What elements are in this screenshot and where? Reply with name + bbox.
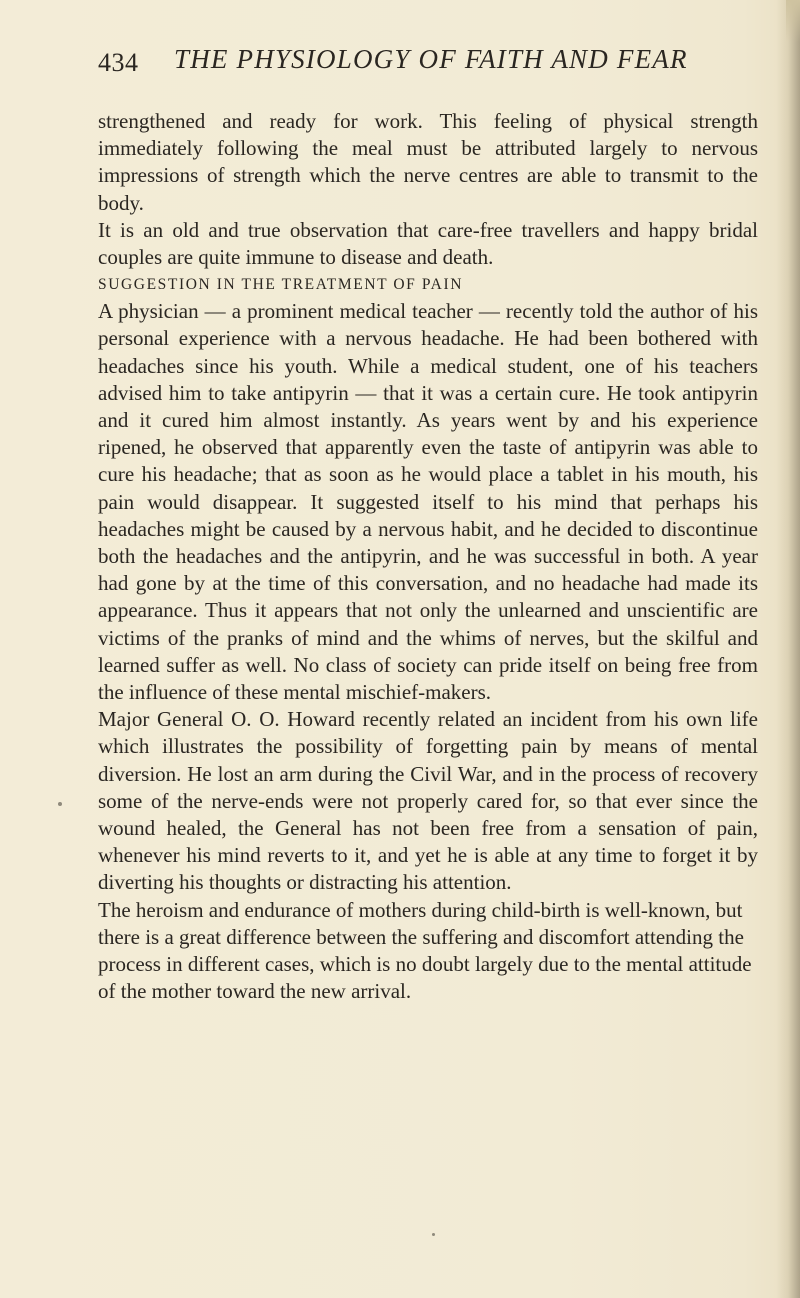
paper-speck xyxy=(432,1233,435,1236)
running-title: THE PHYSIOLOGY OF FAITH AND FEAR xyxy=(174,44,688,74)
paragraph: strengthened and ready for work. This feeling of physical strength immediately following the meal must be attributed largely to nervous impressions of strength which the nerve centres are able to transmit to the body. xyxy=(98,109,758,215)
paragraph: Major General O. O. Howard recently related an incident from his own life which illustrates the possibility of forgetting pain by means of mental diversion. He lost an arm during the Civil War, and in the process of recovery some of the nerve-ends were not properly cared for, so that ever since the wound healed, the General has not been free from a sensation of pain, whenever his mind reverts to it, and yet he is able at any time to forget it by diverting his thoughts or distracting his attention. xyxy=(98,707,758,895)
paper-speck xyxy=(58,802,62,806)
body-text xyxy=(98,108,758,1006)
page-edge-shadow xyxy=(776,0,800,1298)
page-corner-mark xyxy=(786,0,800,42)
section-heading: SUGGESTION IN THE TREATMENT OF PAIN xyxy=(98,276,464,294)
paragraph: A physician — a prominent medical teacher — recently told the author of his personal experience with a nervous headache. He had been bothered with headaches since his youth. While a medical student, one of his teachers advised him to take antipyrin — that it was a certain cure. He took antipyrin and it cured him almost instantly. As years went by and his experience ripened, he observed that apparently even the taste of antipyrin was able to cure his headache; that as soon as he would place a tablet in his mouth, his pain would disappear. It suggested itself to his mind that perhaps his headaches might be caused by a nervous habit, and he decided to discontinue both the headaches and the antipyrin, and he was successful in both. A year had gone by at the time of this conversation, and no headache had made its appearance. Thus it appears that not only the unlearned and unscientific are victims of the pranks of mind and the whims of nerves, but the skilful and learned suffer as well. No class of society can pride itself on being free from the influence of these mental mischief-makers. xyxy=(98,299,758,705)
paragraph: The heroism and endurance of mothers during child-birth is well-known, but there is a great difference between the suffering and discomfort attending the process in different cases, which is no doubt largely due to the mental attitude of the mother toward the new arrival. xyxy=(98,897,752,1004)
page-number: 434 xyxy=(98,48,139,77)
paragraph: It is an old and true observation that care-free travellers and happy bridal couples are quite immune to disease and death. xyxy=(98,217,758,270)
page-header xyxy=(98,44,698,84)
